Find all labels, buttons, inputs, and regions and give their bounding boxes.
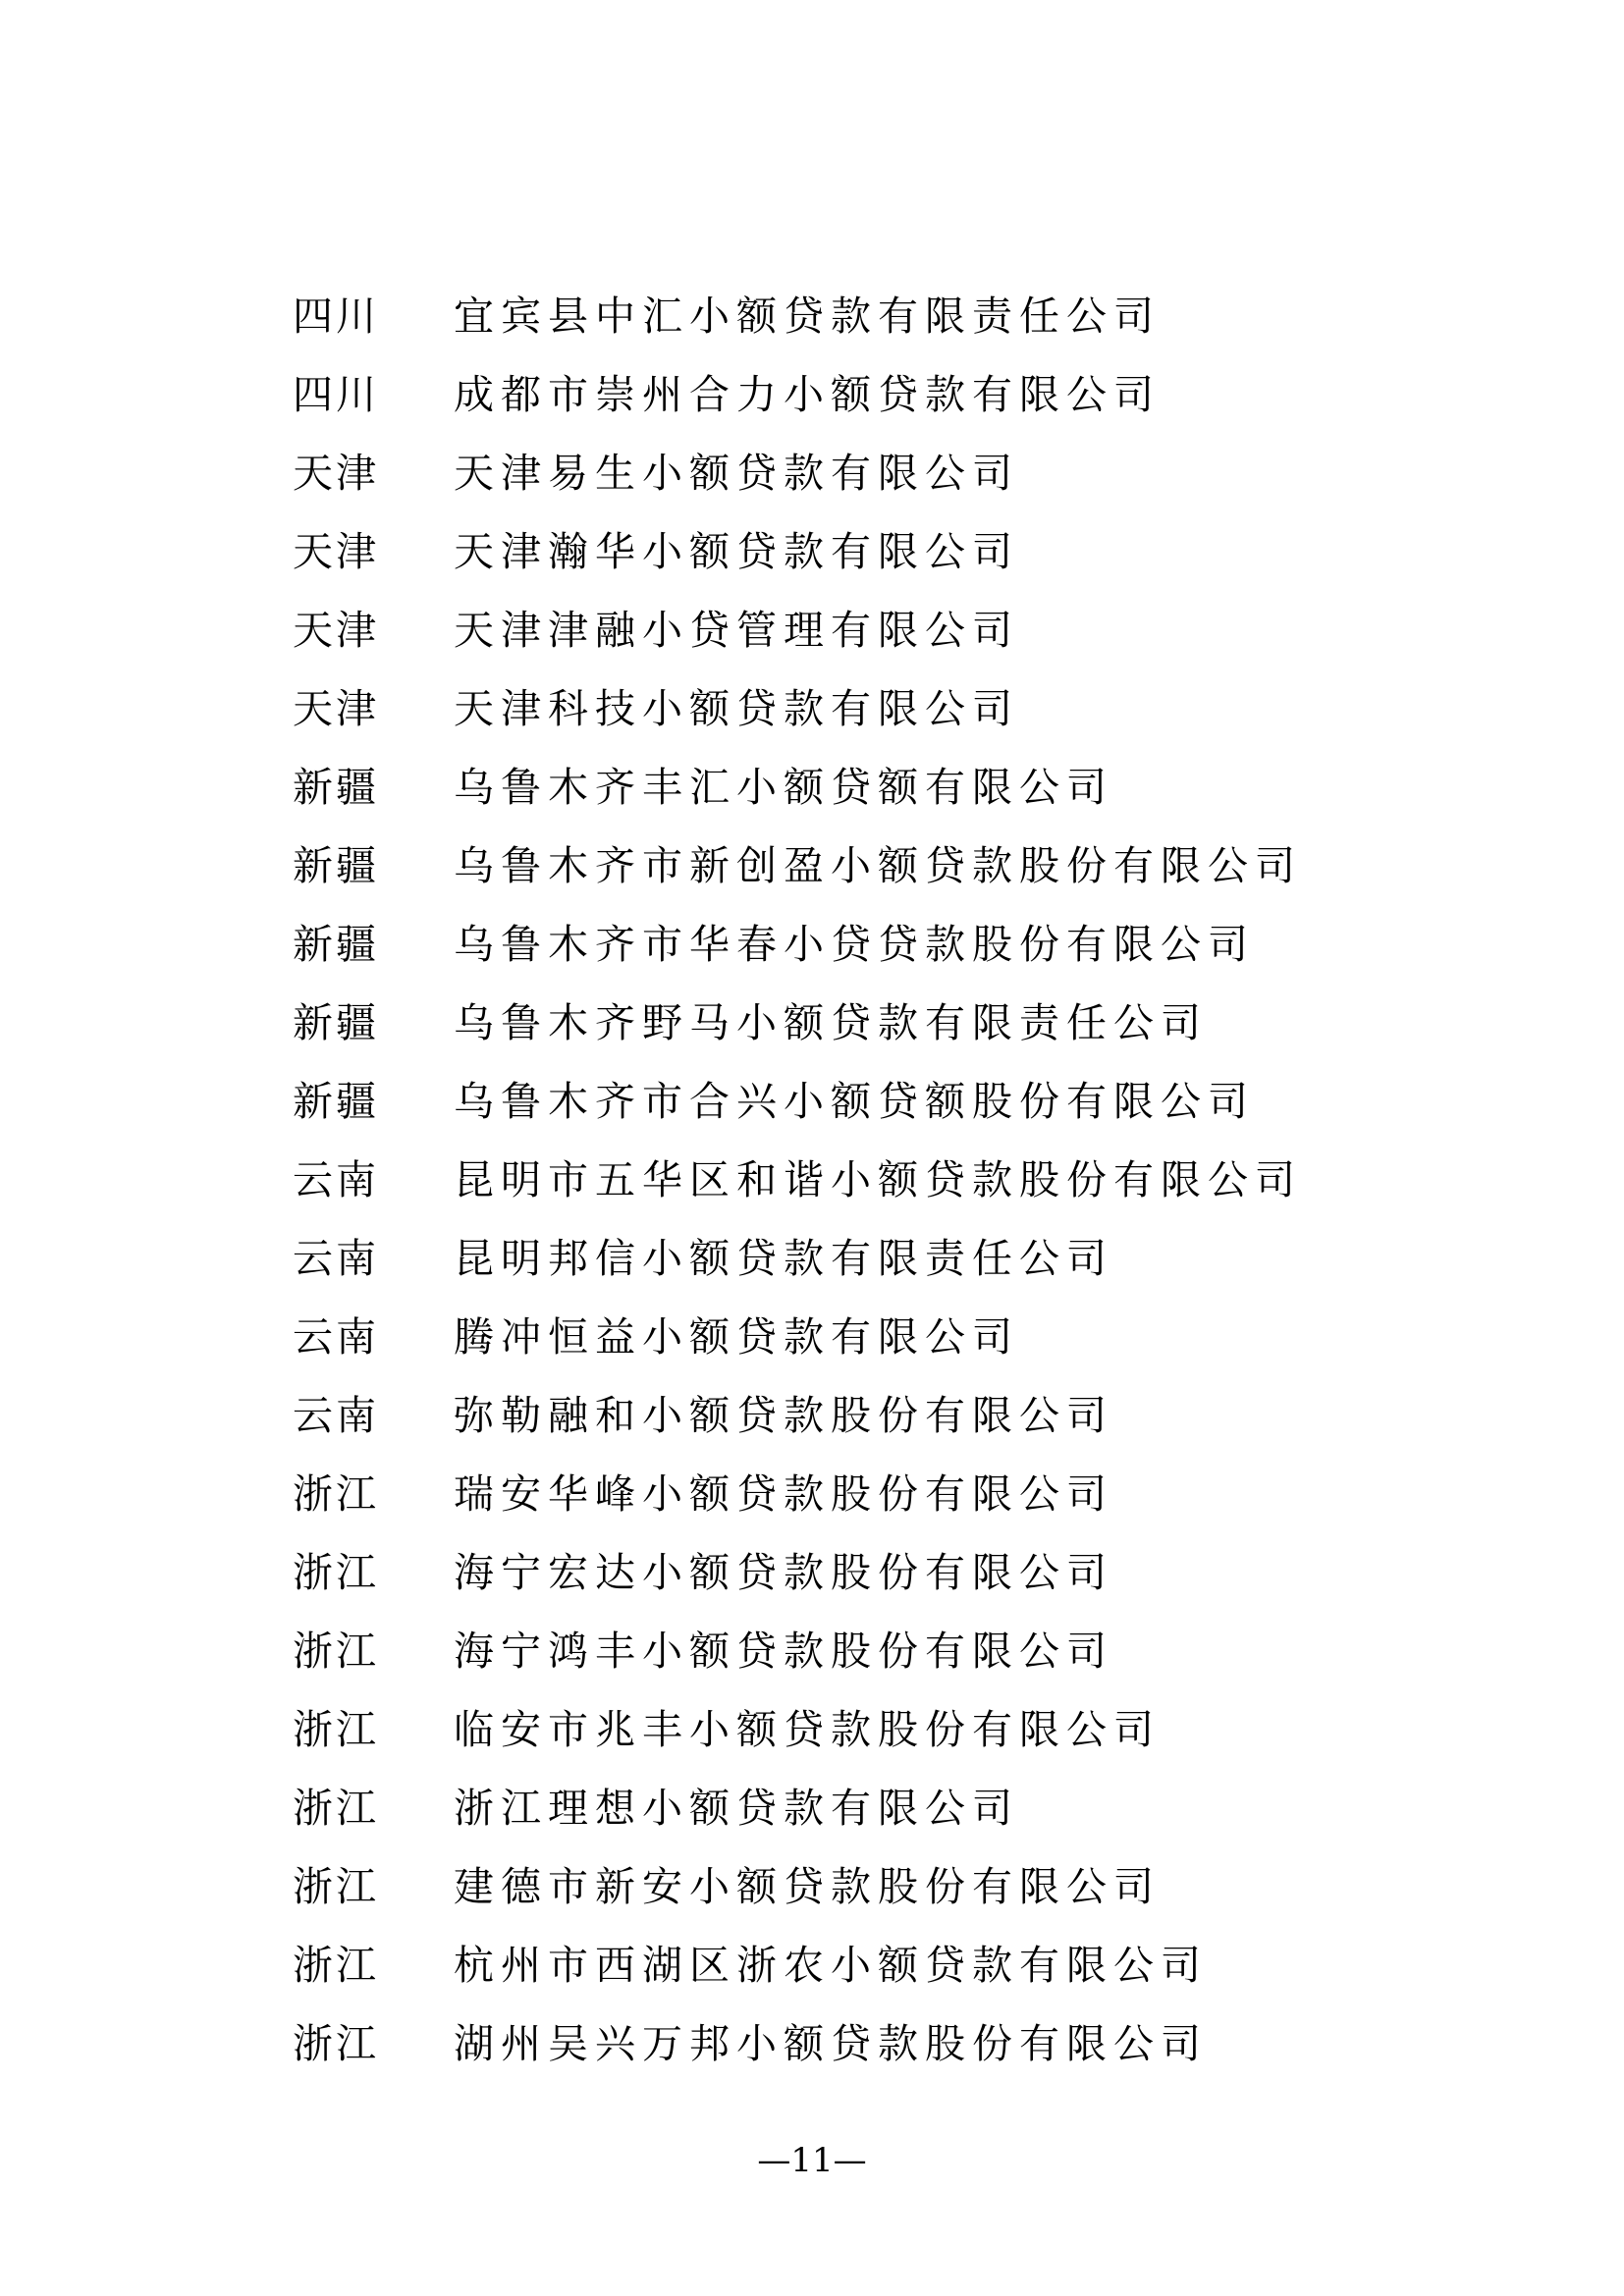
- region-label: 浙江: [293, 2020, 379, 2067]
- company-name: 乌鲁木齐野马小额贷款有限责任公司: [454, 999, 1208, 1046]
- list-item: [0, 444, 1624, 522]
- region-label: 天津: [293, 685, 379, 732]
- region-label: 新疆: [293, 999, 379, 1046]
- company-name: 宜宾县中汇小额贷款有限责任公司: [454, 293, 1161, 340]
- list-item: [0, 1465, 1624, 1543]
- list-item: [0, 1072, 1624, 1150]
- list-item: [0, 1150, 1624, 1229]
- company-name: 乌鲁木齐市新创盈小额贷款股份有限公司: [454, 842, 1302, 889]
- region-label: 天津: [293, 607, 379, 654]
- company-name: 乌鲁木齐市华春小贷贷款股份有限公司: [454, 921, 1255, 968]
- region-label: 浙江: [293, 1549, 379, 1596]
- list-item: [0, 287, 1624, 365]
- company-name: 昆明邦信小额贷款有限责任公司: [454, 1235, 1113, 1282]
- region-label: 新疆: [293, 1078, 379, 1125]
- list-item: [0, 1543, 1624, 1622]
- company-list: [0, 287, 1624, 2093]
- company-name: 乌鲁木齐市合兴小额贷额股份有限公司: [454, 1078, 1255, 1125]
- company-name: 湖州吴兴万邦小额贷款股份有限公司: [454, 2020, 1208, 2067]
- list-item: [0, 993, 1624, 1072]
- list-item: [0, 1857, 1624, 1936]
- list-item: [0, 365, 1624, 444]
- company-name: 腾冲恒益小额贷款有限公司: [454, 1313, 1019, 1361]
- company-name: 天津易生小额贷款有限公司: [454, 450, 1019, 497]
- region-label: 浙江: [293, 1470, 379, 1518]
- list-item: [0, 1700, 1624, 1779]
- company-name: 天津瀚华小额贷款有限公司: [454, 528, 1019, 575]
- list-item: [0, 679, 1624, 758]
- region-label: 新疆: [293, 842, 379, 889]
- region-label: 新疆: [293, 764, 379, 811]
- list-item: [0, 1779, 1624, 1857]
- region-label: 新疆: [293, 921, 379, 968]
- region-label: 浙江: [293, 1628, 379, 1675]
- company-name: 海宁宏达小额贷款股份有限公司: [454, 1549, 1113, 1596]
- company-name: 瑞安华峰小额贷款股份有限公司: [454, 1470, 1113, 1518]
- list-item: [0, 1229, 1624, 1308]
- region-label: 浙江: [293, 1863, 379, 1910]
- list-item: [0, 1308, 1624, 1386]
- company-name: 杭州市西湖区浙农小额贷款有限公司: [454, 1942, 1208, 1989]
- list-item: [0, 836, 1624, 915]
- list-item: [0, 758, 1624, 836]
- region-label: 浙江: [293, 1942, 379, 1989]
- company-name: 建德市新安小额贷款股份有限公司: [454, 1863, 1161, 1910]
- list-item: [0, 601, 1624, 679]
- list-item: [0, 915, 1624, 993]
- region-label: 天津: [293, 450, 379, 497]
- region-label: 四川: [293, 371, 379, 418]
- list-item: [0, 522, 1624, 601]
- page-number: —11—: [757, 2141, 867, 2180]
- region-label: 云南: [293, 1235, 379, 1282]
- region-label: 浙江: [293, 1785, 379, 1832]
- list-item: [0, 1936, 1624, 2014]
- company-name: 弥勒融和小额贷款股份有限公司: [454, 1392, 1113, 1439]
- company-name: 成都市崇州合力小额贷款有限公司: [454, 371, 1161, 418]
- list-item: [0, 1622, 1624, 1700]
- company-name: 天津津融小贷管理有限公司: [454, 607, 1019, 654]
- company-name: 海宁鸿丰小额贷款股份有限公司: [454, 1628, 1113, 1675]
- company-name: 临安市兆丰小额贷款股份有限公司: [454, 1706, 1161, 1753]
- region-label: 云南: [293, 1313, 379, 1361]
- region-label: 天津: [293, 528, 379, 575]
- company-name: 乌鲁木齐丰汇小额贷额有限公司: [454, 764, 1113, 811]
- company-name: 天津科技小额贷款有限公司: [454, 685, 1019, 732]
- region-label: 浙江: [293, 1706, 379, 1753]
- region-label: 云南: [293, 1156, 379, 1203]
- region-label: 四川: [293, 293, 379, 340]
- region-label: 云南: [293, 1392, 379, 1439]
- company-name: 浙江理想小额贷款有限公司: [454, 1785, 1019, 1832]
- list-item: [0, 1386, 1624, 1465]
- company-name: 昆明市五华区和谐小额贷款股份有限公司: [454, 1156, 1302, 1203]
- list-item: [0, 2014, 1624, 2093]
